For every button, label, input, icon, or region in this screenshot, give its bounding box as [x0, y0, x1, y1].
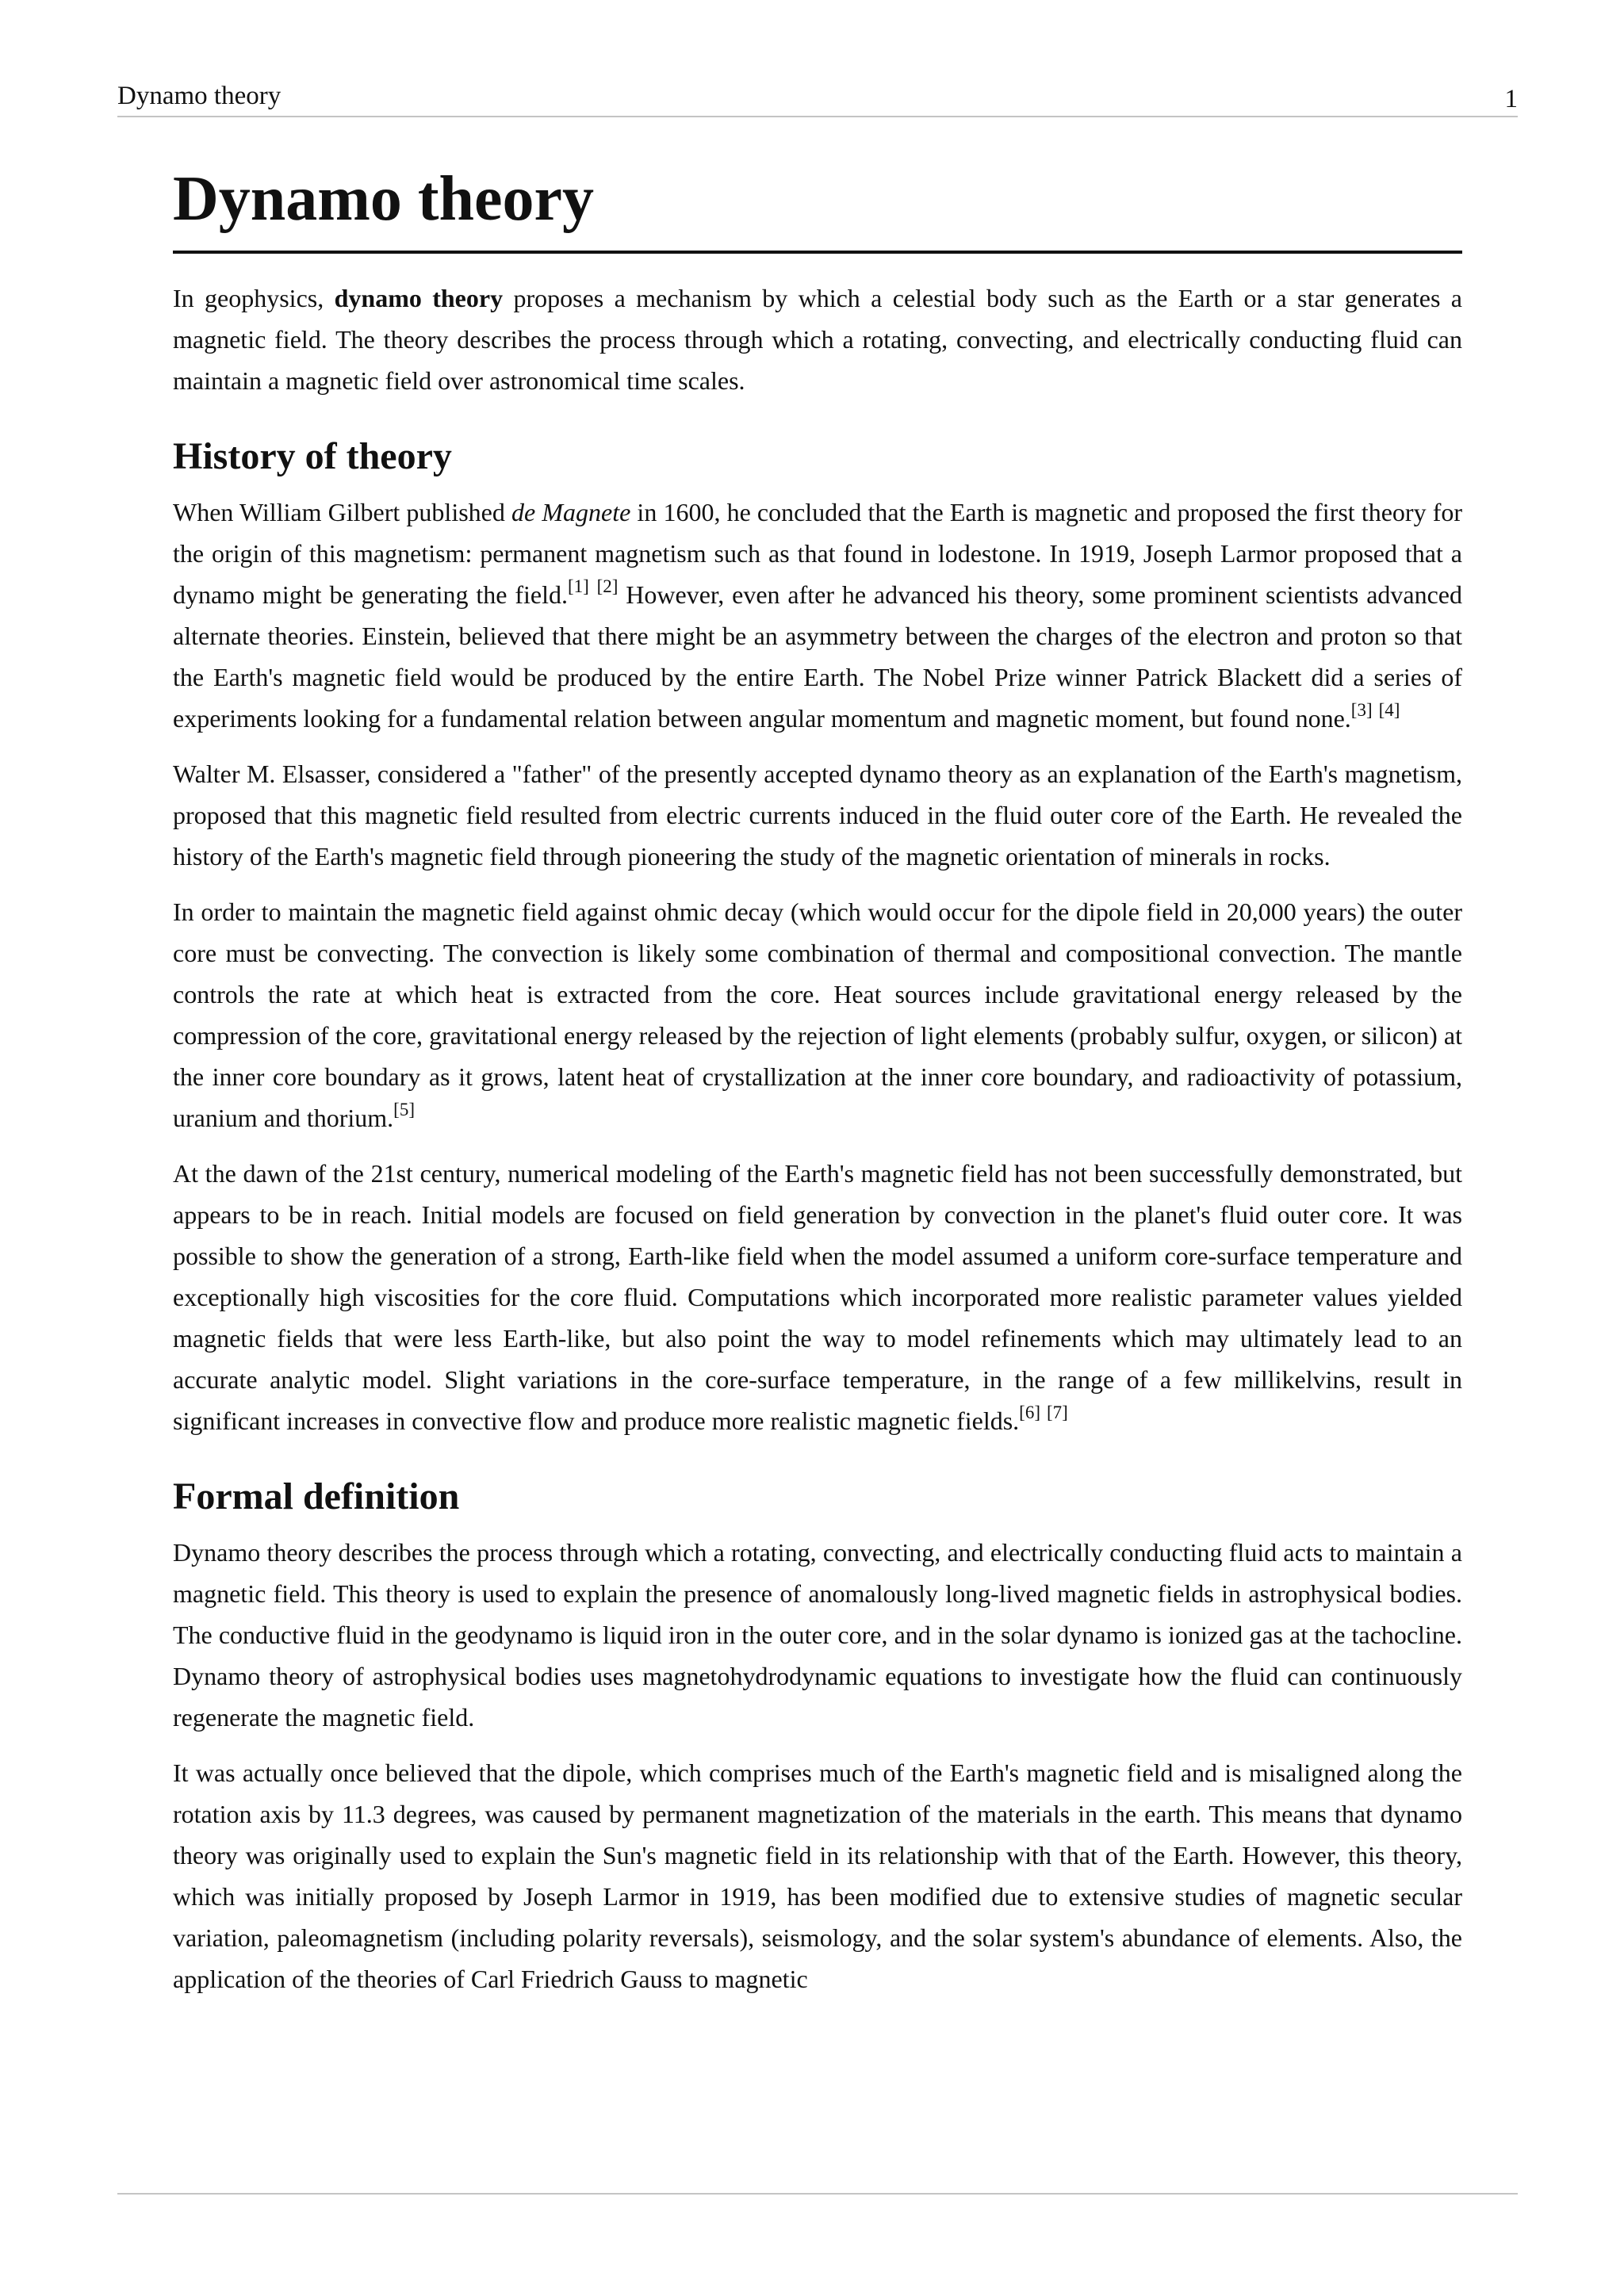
- history-paragraph-2: Walter M. Elsasser, considered a "father" of the presently accepted dynamo theory as an explanation of the Earth's magnetism, proposed that this magnetic field resulted from electric currents induced in the fluid outer core of the Earth. He revealed the history of the Earth's magnetic field through pioneering the study of the magnetic orientation of minerals in rocks.: [173, 760, 1462, 871]
- page-title: Dynamo theory: [173, 151, 1462, 254]
- history-paragraph-3: [173, 891, 1462, 1138]
- intro-bold-term: dynamo theory: [334, 284, 504, 312]
- article-content: [173, 151, 1462, 2014]
- page-number: 1: [1504, 85, 1518, 113]
- citation-2[interactable]: [2]: [596, 576, 619, 596]
- citation-1[interactable]: [1]: [567, 576, 589, 596]
- citation-7[interactable]: [7]: [1046, 1402, 1068, 1422]
- footer-divider: [117, 2193, 1518, 2195]
- history-paragraph-1: [173, 492, 1462, 739]
- citation-5[interactable]: [5]: [393, 1100, 415, 1119]
- citation-3[interactable]: [3]: [1350, 700, 1373, 720]
- history-paragraph-4: [173, 1153, 1462, 1441]
- running-header-title: Dynamo theory: [117, 82, 282, 110]
- history-p1-text-2: in 1600, he concluded that the Earth is magnetic and proposed the first theory for the origin of this magnetism: permanent magnetism such as that found in lodestone. In 1919, Joseph Larmor proposed that a dynamo might be generating the field.: [173, 498, 1463, 609]
- history-p3-text: In order to maintain the magnetic field against ohmic decay (which would occur for the dipole field in 20,000 years) the outer core must be convecting. The convection is likely some combination of thermal and compositional convection. The mantle controls the rate at which heat is extracted from the core. Heat sources include gravitational energy released by the compression of the core, gravitational energy released by the rejection of light elements (probably sulfur, oxygen, or silicon) at the inner core boundary as it grows, latent heat of crystallization at the inner core boundary, and radioactivity of potassium, uranium and thorium.: [173, 897, 1462, 1132]
- formal-paragraph-2: It was actually once believed that the dipole, which comprises much of the Earth's magnetic field and is misaligned along the rotation axis by 11.3 degrees, was caused by permanent magnetization of the materials in the earth. This means that dynamo theory was originally used to explain the Sun's magnetic field in its relationship with that of the Earth. However, this theory, which was initially proposed by Joseph Larmor in 1919, has been modified due to extensive studies of magnetic secular variation, paleomagnetism (including polarity reversals), seismology, and the solar system's abundance of elements. Also, the application of the theories of Carl Friedrich Gauss to magnetic: [173, 1758, 1462, 1993]
- formal-paragraph-1: Dynamo theory describes the process through which a rotating, convecting, and electrically conducting fluid acts to maintain a magnetic field. This theory is used to explain the presence of anomalously long-lived magnetic fields in astrophysical bodies. The conductive fluid in the geodynamo is liquid iron in the outer core, and in the solar dynamo is ionized gas at the tachocline. Dynamo theory of astrophysical bodies uses magnetohydrodynamic equations to investigate how the fluid can continuously regenerate the magnetic field.: [173, 1538, 1462, 1732]
- citation-6[interactable]: [6]: [1019, 1402, 1040, 1422]
- intro-paragraph: [173, 277, 1462, 401]
- history-p4-text: At the dawn of the 21st century, numerical modeling of the Earth's magnetic field has not been successfully demonstrated, but appears to be in reach. Initial models are focused on field generation by convection in the planet's fluid outer core. It was possible to show the generation of a strong, Earth-like field when the model assumed a uniform core-surface temperature and exceptionally high viscosities for the core fluid. Computations which incorporated more realistic parameter values yielded magnetic fields that were less Earth-like, but also point the way to model refinements which may ultimately lead to an accurate analytic model. Slight variations in the core-surface temperature, in the range of a few millikelvins, result in significant increases in convective flow and produce more realistic magnetic fields.: [173, 1159, 1462, 1435]
- citation-4[interactable]: [4]: [1378, 700, 1400, 720]
- section-heading-history: History of theory: [173, 435, 452, 477]
- running-header: [117, 76, 1518, 117]
- intro-text-2: proposes a mechanism by which a celestial body such as the Earth or a star generates a magnetic field. The theory describes the process through which a rotating, convecting, and electrically conducting fluid can maintain a magnetic field over astronomical time scales.: [173, 284, 1463, 395]
- history-p1-text-1: When William Gilbert published: [173, 498, 511, 526]
- intro-text-1: In geophysics,: [173, 284, 335, 312]
- history-p1-text-3: However, even after he advanced his theory, some prominent scientists advanced alternate theories. Einstein, believed that there might be an asymmetry between the charges of the electron and proton so that the Earth's magnetic field would be produced by the entire Earth. The Nobel Prize winner Patrick Blackett did a series of experiments looking for a fundamental relation between angular momentum and magnetic moment, but found none.: [173, 580, 1463, 733]
- section-heading-formal-definition: Formal definition: [173, 1475, 460, 1517]
- book-title: de Magnete: [511, 498, 631, 526]
